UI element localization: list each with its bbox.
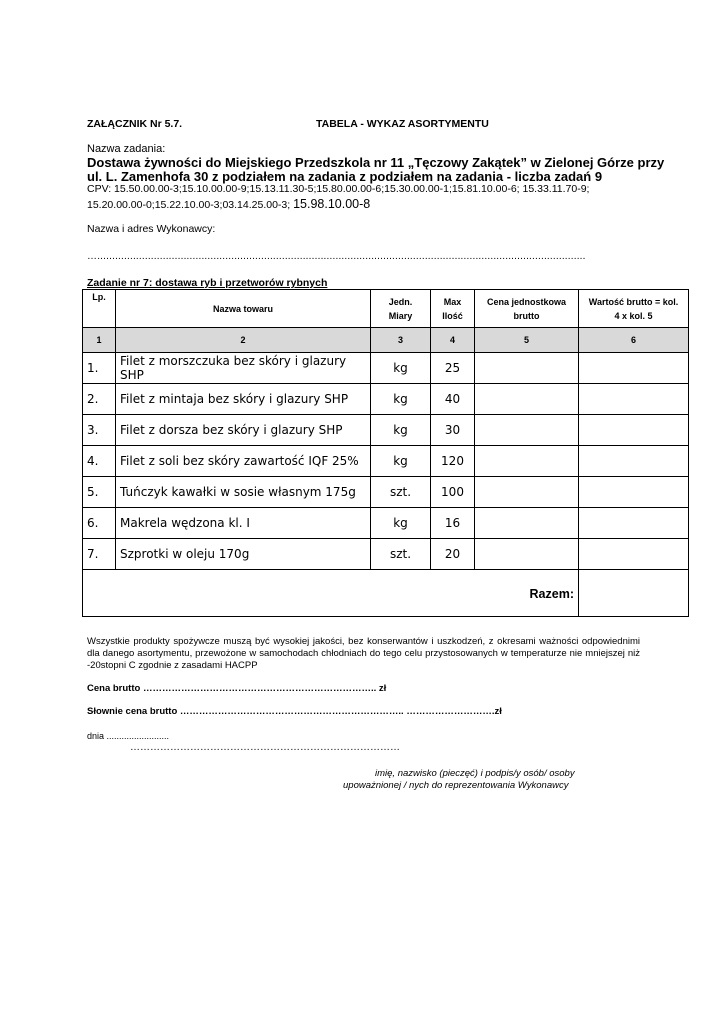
col-number: 3 xyxy=(371,328,431,353)
row-lp: 1. xyxy=(83,353,116,384)
cpv-codes-line2 xyxy=(87,197,370,211)
cpv-code-highlight: 15.98.10.00-8 xyxy=(293,197,371,211)
col-number: 2 xyxy=(116,328,371,353)
row-unit: kg xyxy=(371,384,431,415)
table-header-row xyxy=(83,290,689,328)
contractor-dots: ….................................................................................................................................................................... xyxy=(87,251,586,262)
header-value-line1: Wartość brutto = kol. xyxy=(588,296,679,307)
row-product-name: Tuńczyk kawałki w sosie własnym 175g xyxy=(116,477,371,508)
row-lp: 2. xyxy=(83,384,116,415)
row-value-cell[interactable] xyxy=(579,508,689,539)
table-title: TABELA - WYKAZ ASORTYMENTU xyxy=(316,118,489,130)
row-unit: szt. xyxy=(371,539,431,570)
row-lp: 5. xyxy=(83,477,116,508)
quality-note: Wszystkie produkty spożywcze muszą być wysokiej jakości, bez konserwantów i uszkodzeń, z okresami ważności odpowiednimi dla danego asortymentu, przewożone w samochodach chłodniach do tego celu przystosowanych w temperaturze nie mniejszej niż -20stopni C zgodnie z zasadami HACPP xyxy=(87,636,640,671)
row-qty: 25 xyxy=(431,353,475,384)
row-price-cell[interactable] xyxy=(475,477,579,508)
header-unit xyxy=(371,290,431,328)
header-qty-line2: Ilość xyxy=(442,310,463,321)
row-value-cell[interactable] xyxy=(579,446,689,477)
row-value-cell[interactable] xyxy=(579,384,689,415)
row-product-name: Filet z morszczuka bez skóry i glazury SHP xyxy=(116,353,371,384)
section-title: Zadanie nr 7: dostawa ryb i przetworów rybnych xyxy=(87,277,328,289)
row-value-cell[interactable] xyxy=(579,353,689,384)
row-qty: 20 xyxy=(431,539,475,570)
col-number: 6 xyxy=(579,328,689,353)
row-unit: kg xyxy=(371,508,431,539)
row-product-name: Szprotki w oleju 170g xyxy=(116,539,371,570)
contractor-label: Nazwa i adres Wykonawcy: xyxy=(87,223,216,235)
row-price-cell[interactable] xyxy=(475,415,579,446)
row-unit: szt. xyxy=(371,477,431,508)
signature-caption-line1: imię, nazwisko (pieczęć) i podpis/y osób/ osoby xyxy=(375,768,575,779)
row-price-cell[interactable] xyxy=(475,353,579,384)
header-price-line2: brutto xyxy=(513,310,540,321)
assortment-table xyxy=(82,289,689,617)
row-lp: 3. xyxy=(83,415,116,446)
row-product-name: Filet z dorsza bez skóry i glazury SHP xyxy=(116,415,371,446)
header-price xyxy=(475,290,579,328)
row-qty: 120 xyxy=(431,446,475,477)
row-product-name: Makrela wędzona kl. I xyxy=(116,508,371,539)
col-number: 5 xyxy=(475,328,579,353)
header-value-line2: 4 x kol. 5 xyxy=(614,310,653,321)
table-row xyxy=(83,384,689,415)
table-row xyxy=(83,477,689,508)
row-unit: kg xyxy=(371,415,431,446)
row-price-cell[interactable] xyxy=(475,384,579,415)
cpv-codes-line1: CPV: 15.50.00.00-3;15.10.00.00-9;15.13.11.30-5;15.80.00.00-6;15.30.00.00-1;15.81.10.00-6; 15.33.11.70-9; xyxy=(87,183,590,195)
row-value-cell[interactable] xyxy=(579,477,689,508)
signature-dots: ……………………………………………………………………… xyxy=(130,742,400,753)
table-row xyxy=(83,415,689,446)
row-unit: kg xyxy=(371,353,431,384)
header-unit-line2: Miary xyxy=(388,310,413,321)
signature-caption-line2: upoważnionej / nych do reprezentowania Wykonawcy xyxy=(343,780,569,791)
col-number: 4 xyxy=(431,328,475,353)
row-price-cell[interactable] xyxy=(475,539,579,570)
row-lp: 6. xyxy=(83,508,116,539)
total-value-cell[interactable] xyxy=(579,570,689,617)
cpv-codes-line2-main: 15.20.00.00-0;15.22.10.00-3;03.14.25.00-3; xyxy=(87,199,294,211)
row-unit: kg xyxy=(371,446,431,477)
total-label: Razem: xyxy=(83,570,579,617)
attachment-number: ZAŁĄCZNIK Nr 5.7. xyxy=(87,118,183,130)
row-qty: 30 xyxy=(431,415,475,446)
header-price-line1: Cena jednostkowa xyxy=(486,296,567,307)
total-row xyxy=(83,570,689,617)
col-number: 1 xyxy=(83,328,116,353)
row-price-cell[interactable] xyxy=(475,446,579,477)
table-row xyxy=(83,508,689,539)
row-qty: 16 xyxy=(431,508,475,539)
row-qty: 40 xyxy=(431,384,475,415)
header-lp: Lp. xyxy=(83,290,116,328)
date-line: dnia ......................... xyxy=(87,731,170,741)
task-title-line1: Dostawa żywności do Miejskiego Przedszkola nr 11 „Tęczowy Zakątek” w Zielonej Górze przy xyxy=(87,155,665,170)
price-words-line: Słownie cena brutto …………………………………………………………….. ……………………….zł xyxy=(87,706,502,717)
row-value-cell[interactable] xyxy=(579,415,689,446)
row-product-name: Filet z soli bez skóry zawartość IQF 25% xyxy=(116,446,371,477)
table-row xyxy=(83,353,689,384)
header-unit-line1: Jedn. xyxy=(388,296,413,307)
row-lp: 4. xyxy=(83,446,116,477)
row-lp: 7. xyxy=(83,539,116,570)
table-row xyxy=(83,539,689,570)
column-number-row xyxy=(83,328,689,353)
header-name: Nazwa towaru xyxy=(116,290,371,328)
row-price-cell[interactable] xyxy=(475,508,579,539)
header-qty xyxy=(431,290,475,328)
header-qty-line1: Max xyxy=(443,296,462,307)
row-product-name: Filet z mintaja bez skóry i glazury SHP xyxy=(116,384,371,415)
task-label: Nazwa zadania: xyxy=(87,143,166,155)
table-row xyxy=(83,446,689,477)
row-value-cell[interactable] xyxy=(579,539,689,570)
price-gross-line: Cena brutto ……………………………………………………………….. zł xyxy=(87,683,387,694)
header-value xyxy=(579,290,689,328)
row-qty: 100 xyxy=(431,477,475,508)
task-title-line2: ul. L. Zamenhofa 30 z podziałem na zadania z podziałem na zadania - liczba zadań 9 xyxy=(87,169,603,184)
